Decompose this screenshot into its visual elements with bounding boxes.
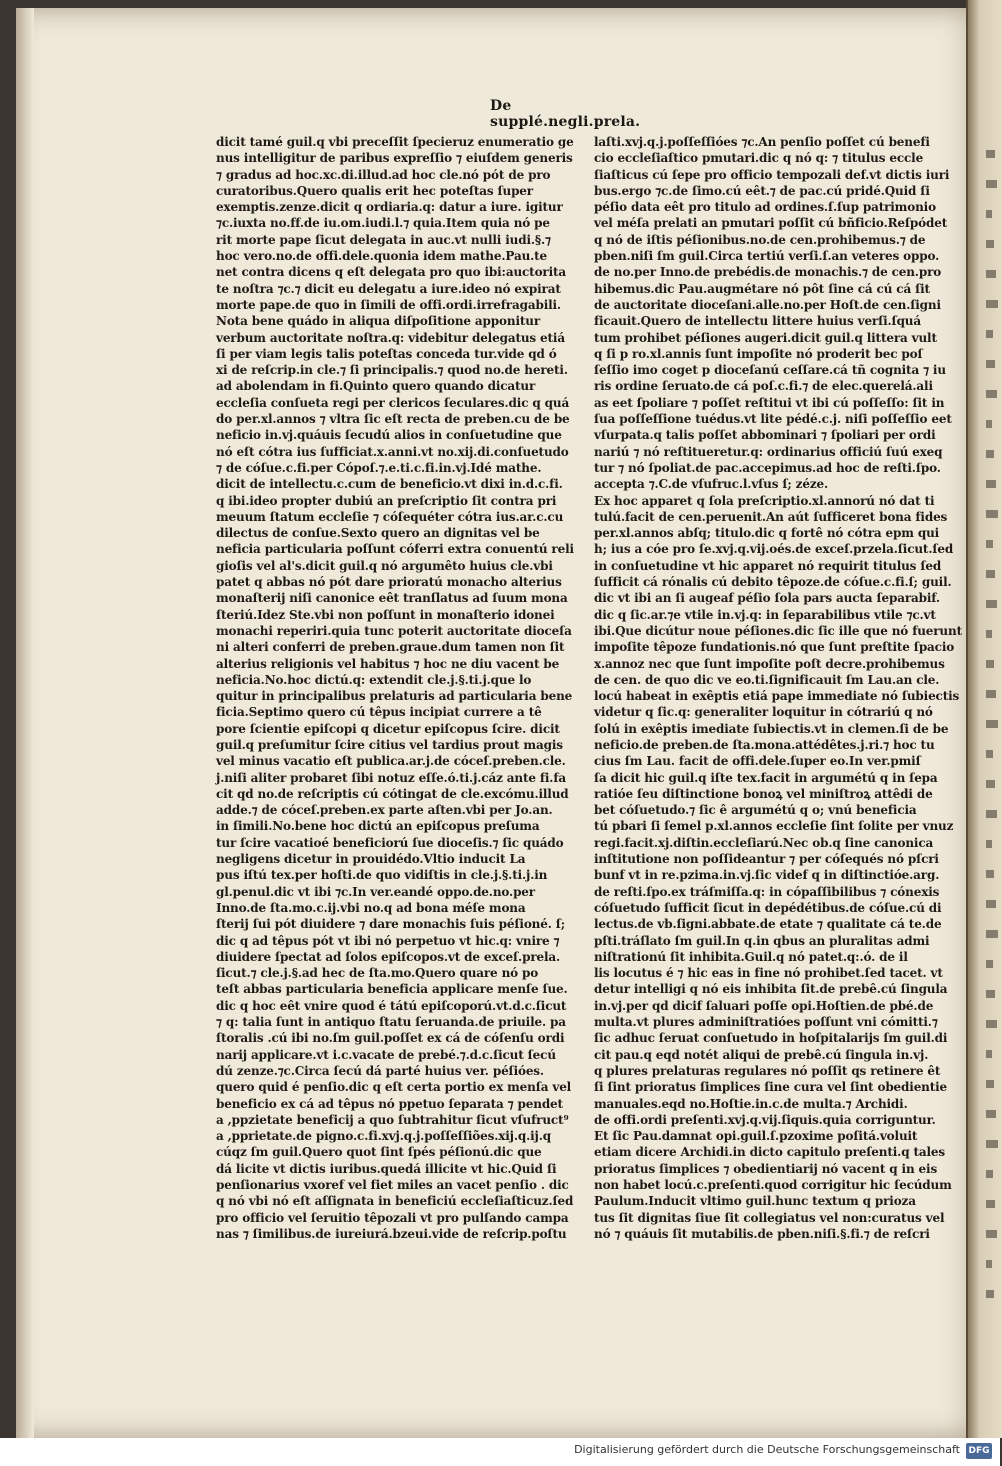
ink-bleed-mark [986,540,993,548]
text-line: bus.ergo ⁊c.de ſimo.cú eêt.⁊ de pac.cú pridé.Quid ſi [594,183,930,198]
text-line: bunf vt in re.pzima.in.vj.ſic videf q in diſtinctióe.arg. [594,868,940,883]
ink-bleed-mark [986,510,998,518]
text-line: te noſtra ⁊c.⁊ dicit eu delegatu a iure.ideo nó expirat [216,281,561,296]
text-line: in.vj.per qd dicif ſaluari poſſe opi.Hoſtien.de pbé.de [594,998,934,1013]
ink-bleed-mark [986,390,997,398]
text-line: q nó de iſtis péſionibus.no.de cen.prohibemus.⁊ de [594,232,926,247]
dfg-logo: DFG [966,1443,992,1459]
text-line: pore ſcientie epiſcopi q dicetur epiſcopus ſcire. dicit [216,721,560,736]
text-line: gioſis vel al's.dicit guil.q nó argumêto huius cle.vbi [216,558,553,573]
text-line: ad abolendam in fi.Quinto quero quando dicatur [216,379,536,394]
text-line: narij applicare.vt i.c.vacate de prebé.⁊.d.c.ſicut ſecú [216,1047,556,1062]
ink-bleed-mark [986,180,997,188]
text-line: dicit tamé guil.q vbi preceſſit ſpecieruz enumeratio ge [216,135,574,149]
text-line: adde.⁊ de cóceſ.preben.ex parte aſten.vbi per Jo.an. [216,803,553,818]
text-line: ibi.Que dicútur noue péſiones.dic ſic ille que nó fuerunt [594,623,962,638]
text-line: ſufficit cá rónalis cú debito têpoze.de cóſue.c.fi.ſ; guil. [594,575,952,590]
text-line: nó ⁊ quáuis ſit mutabilis.de pben.niſi.§.fi.⁊ de reſcri [594,1226,930,1241]
text-line: lis locutus é ⁊ hic eas in fine nó prohibet.ſed tacet. vt [594,966,943,981]
text-line: ſic adhuc ſeruat conſuetudo in hoſpitalarijs ſm guil.di [594,1031,948,1046]
text-line: a ,ppzietate beneficij a quo ſubtrahitur ſicut vſufruct⁹ [216,1112,569,1127]
text-line: dú zenze.⁊c.Circa ſecú dá parté huius ver. péſióes. [216,1063,544,1078]
text-line: gl.penul.dic vt ibi ⁊c.In ver.eandé oppo.de.no.per [216,884,535,899]
text-line: accepta ⁊.C.de vſufruc.l.vſus ſ; zéze. [594,477,829,492]
text-line: ſa dicit hic guil.q iſte tex.facit in argumétú q in ſepa [594,770,938,785]
text-line: dicit de intellectu.c.cum de beneficio.vt dixi in.d.c.fi. [216,477,563,492]
text-line: cio eccleſiaſtico pmutari.dic q nó q: ⁊ titulus eccle [594,151,924,166]
ink-bleed-mark [986,1230,997,1238]
text-line: ris ordine ſeruato.de cá poſ.c.fi.⁊ de elec.querelá.ali [594,379,933,394]
text-line: de reſti.ſpo.ex tráſmiſſa.q: in cópaſſibilibus ⁊ cónexis [594,884,940,899]
text-line: ⁊c.iuxta no.ff.de iu.om.iudi.l.⁊ quia.Item quia nó pe [216,216,550,231]
text-line: ſeſſio imo coget p dioceſanú ceſſare.cá tñ cognita ⁊ iu [594,363,946,378]
text-line: vel minus vacatio eſt publica.ar.j.de cóceſ.preben.cle. [216,754,566,769]
text-line: net contra dicens q eſt delegata pro quo ibi:auctorita [216,265,567,280]
text-line: verbum auctoritate noſtra.q: videbitur delegatus etiá [216,330,565,345]
text-line: curatoribus.Quero qualis erit hec poteſtas ſuper [216,183,533,198]
text-line: nariú ⁊ nó reſtitueretur.q: ordinarius officiú ſuú exeq [594,444,943,459]
text-line: h; ius a cóe pro ſe.xvj.q.vij.oés.de exceſ.przela.ſicut.ſed [594,542,954,557]
text-line: vſurpata.q talis poſſet abbominari ⁊ ſpoliari per ordi [594,428,936,443]
text-line: per.xl.annos abſq; titulo.dic q fortê nó cótra epm qui [594,526,940,541]
text-line: rit morte pape ſicut delegata in auc.vt nulli iudi.§.⁊ [216,232,551,247]
text-line: nas ⁊ ſimilibus.de iureiurá.bzeui.vide de reſcrip.poſtu [216,1226,567,1241]
ink-bleed-mark [986,240,994,248]
text-line: manuales.eqd no.Hoſtie.in.c.de multa.⁊ Archidi. [594,1096,908,1111]
text-line: de no.per Inno.de prebédis.de monachis.⁊ de cen.pro [594,265,942,280]
text-line: non habet locú.c.preſenti.quod corrigitur hic ſecúdum [594,1178,952,1192]
text-line: Nota bene quádo in aliqua diſpoſitione apponitur [216,314,541,329]
text-line: ſolú in exêptis imediate ſubiectis.vt in clemen.ſi de be [594,721,949,736]
text-line: ſi ſint prioratus ſimplices ſine cura vel ſint obedientie [594,1080,948,1095]
text-line: ⁊ de cóſue.c.fi.per Cópoſ.⁊.e.ti.c.fi.in.vj.Idé mathe. [216,460,542,475]
text-line: beneficio ex cá ad têpus nó ppetuo ſeparata ⁊ pendet [216,1096,563,1111]
text-line: ⁊ gradus ad hoc.xc.di.illud.ad hoc cle.nó pót de pro [216,167,551,182]
text-line: ſiaſticus cú ſepe pro officio tempozali def.vt dictis iuri [594,167,950,182]
ink-bleed-mark [986,1290,994,1298]
text-line: neficia particularia poſſunt cóferri extra conuentú reli [216,542,574,557]
text-line: etiam dicere Archidi.in dicto capitulo preſenti.q tales [594,1145,945,1160]
book-page [16,8,982,1438]
text-line: morte pape.de quo in ſimili de offi.ordi.irrefragabili. [216,297,561,312]
ink-bleed-mark [986,1050,992,1058]
text-line: multa.vt plures adminiſtratióes poſſunt vni cómitti.⁊ [594,1015,938,1030]
ink-bleed-mark [986,1200,995,1208]
text-line: quero quid é penſio.dic q eſt certa portio ex menſa vel [216,1080,572,1095]
ink-bleed-mark [986,1110,996,1118]
ink-bleed-mark [986,720,998,728]
text-line: xi de reſcrip.in cle.⁊ ſi principalis.⁊ quod no.de hereti. [216,363,568,378]
ink-bleed-mark [986,1080,994,1088]
text-line: Et ſic Pau.damnat opi.guil.ſ.pzoxime poſitá.voluit [594,1129,918,1144]
text-line: dic q ad têpus pót vt ibi nó perpetuo vt hic.q: vnire ⁊ [216,933,560,948]
text-line: meuum ſtatum eccleſie ⁊ cóſequéter cótra ius.ar.c.cu [216,509,564,524]
ink-bleed-mark [986,870,994,878]
ink-bleed-mark [986,420,992,428]
text-line: eccleſia conſueta regi per clericos ſeculares.dic q quá [216,395,570,410]
text-line: x.annoz nec que ſunt impoſite poſt decre.prohibemus [594,656,945,671]
text-line: péſio data eêt pro titulo ad ordines.ſ.ſup patrimonio [594,200,936,215]
text-line: q ibi.ideo propter dubiú an preſcriptio ſit contra pri [216,493,557,508]
text-line: quitur in principalibus prelaturis ad particularia bene [216,689,573,704]
text-line: dic q hoc eêt vnire quod é tátú epiſcoporú.vt.d.c.ſicut [216,998,567,1013]
ink-bleed-mark [986,630,992,638]
text-line: cius ſm Lau. facit de offi.dele.ſuper eo.In ver.pmiſ [594,754,921,769]
text-line: patet q abbas nó pót dare prioratú monacho alterius [216,575,562,590]
text-line: detur intelligi q nó eis inhibita ſit.de prebê.cú ſingula [594,982,948,997]
ink-bleed-mark [986,1170,993,1178]
text-line: ſicut.⁊ cle.j.§.ad hec de ſta.mo.Quero quare nó po [216,966,539,981]
text-line: hoc vero.no.de offi.dele.quonia idem mathe.Pau.te [216,249,548,264]
text-line: Paulum.Inducit vltimo guil.hunc textum q prioza [594,1194,916,1209]
ink-bleed-mark [986,600,997,608]
text-line: dá licite vt dictis iuribus.quedá illicite vt hic.Quid ſi [216,1161,557,1176]
text-line: ſterij ſui pót diuidere ⁊ dare monachis ſuis péſioné. ſ; [216,917,566,932]
ink-bleed-mark [986,780,995,788]
text-line: niſtrationú ſit inhibita.Guil.q nó patet.q:.ó. de il [594,949,908,964]
ink-bleed-mark [986,270,996,278]
text-line: cóſuetudo ſufficit ſicut in depédétibus.de cóſue.cú di [594,900,942,915]
text-line: exemptis.zenze.dicit q ordiaria.q: datur a iure. igitur [216,200,563,215]
ink-bleed-mark [986,1260,992,1268]
text-line: tum prohibet péſiones augeri.dicit guil.q littera vult [594,330,937,345]
text-line: de offi.ordi preſenti.xvj.q.vij.ſiquis.quia corriguntur. [594,1112,936,1127]
text-line: do per.xl.annos ⁊ vltra ſic eſt recta de preben.cu de be [216,412,570,427]
text-line: a ,pprietate.de pigno.c.fi.xvj.q.j.poſſeſſiões.xij.q.ij.q [216,1129,551,1144]
text-line: pus iſtú tex.per hoſti.de quo vidiſtis in cle.j.§.ti.j.in [216,868,548,883]
gutter-shadow [16,8,34,1438]
text-line: pben.niſi ſm guil.Circa tertiú verſi.ſ.an veteres oppo. [594,249,940,264]
text-line: pſti.tráſlato ſm guil.In q.in qbus an pluralitas admi [594,933,930,948]
text-line: tur ſcire vacatioé beneficiorú ſue dioceſis.⁊ ſic quádo [216,835,564,850]
text-line: pro officio vel ſeruitio têpozali vt pro pulſando campa [216,1210,569,1225]
running-head: De supplé.negli.prela. [490,98,641,130]
text-line: dilectus de conſue.Sexto quero an dignitas vel be [216,526,540,541]
text-line: bet cóſuetudo.⁊ ſic ê argumétú q o; vnú beneficia [594,803,917,818]
text-line: de auctoritate dioceſani.alle.no.per Hoſt.de cen.ſigni [594,297,941,312]
text-line: q nó vbi nó eſt aſſignata in beneficiú eccleſiaſticuz.ſed [216,1194,574,1209]
text-line: Ex hoc apparet q ſola preſcriptio.xl.annorú nó dat ti [594,493,935,508]
text-line: cit pau.q eqd notét aliqui de prebê.cú ſingula in.vj. [594,1047,929,1062]
text-line: de cen. de quo dic ve eo.ti.ſignificauit ſm Lau.an cle. [594,672,940,687]
text-line: guil.q preſumitur ſcire citius vel tardius prout magis [216,737,563,752]
text-line: negligens dicetur in prouidédo.Vltio inducit La [216,852,526,867]
text-line: q ſi p ro.xl.annis ſunt impoſite nó proderit bec poſ [594,346,923,361]
text-line: cit qd no.de reſcriptis cú cótingat de cle.excómu.illud [216,786,569,801]
text-line: videtur q ſic.q: generaliter loquitur in cótrariú q nó [594,705,933,720]
ink-bleed-mark [986,360,995,368]
right-text-column [594,134,962,1242]
ink-bleed-mark [986,810,997,818]
ink-bleed-mark [986,480,996,488]
adjacent-page-edge [966,0,1002,1438]
text-line: cúqz ſm guil.Quero quot ſint ſpés péſionú.dic que [216,1145,542,1160]
text-line: inſtitutione non poſſideantur ⁊ per cóſequés nó pſcri [594,852,939,867]
ink-bleed-mark [986,1140,998,1148]
text-line: penſionarius vxoref vel fiet miles an vacet penſio . dic [216,1178,569,1192]
text-line: in conſuetudine vt hic apparet nó requirit titulus ſed [594,558,942,573]
text-line: q plures prelaturas regulares nó poſſit qs retinere êt [594,1063,941,1078]
ink-bleed-mark [986,690,996,698]
text-line: ratióe ſeu diſtinctione bonoꝝ vel miniſtroꝝ attêdi de [594,786,933,801]
ink-bleed-mark [986,1020,997,1028]
ink-bleed-mark [986,960,993,968]
text-line: monachi reperiri.quia tunc poterit auctoritate dioceſa [216,623,572,638]
ink-bleed-mark [986,300,998,308]
text-line: lectus.de vb.ſigni.abbate.de etate ⁊ qualitate cá te.de [594,917,942,932]
text-line: tus ſit dignitas ſiue ſit collegiatus vel non:curatus vel [594,1210,945,1225]
digitization-footer [0,1438,1000,1466]
text-line: ſi per viam legis talis poteſtas conceda tur.vide qd ó [216,346,557,361]
ink-bleed-mark [986,840,992,848]
ink-bleed-mark [986,660,994,668]
text-line: j.niſi aliter probaret ſibi notuz eſſe.ó.ti.j.cáz ante fi.fa [216,770,566,785]
text-line: locú habeat in exêptis etiá pape immediate nó ſubiectis [594,689,960,704]
ink-bleed-mark [986,750,993,758]
text-line: tur ⁊ nó ſpoliat.de pac.accepimus.ad hoc de reſti.ſpo. [594,460,941,475]
text-line: ſua poſſeſſione tuédus.vt lite pédé.c.j. niſi poſſeſſio eet [594,412,952,427]
text-line: as eet ſpoliare ⁊ poſſet reſtitui vt ibi cú poſſeſſo: ſit in [594,395,945,410]
text-line: ⁊ q: talia ſunt in antiquo ſtatu ſeruanda.de priuile. pa [216,1015,566,1030]
ink-bleed-mark [986,570,995,578]
text-line: dic vt ibi an ſi augeaf péſio ſola pars aucta ſeparabif. [594,591,940,606]
text-line: hibemus.dic Pau.augmétare nó pôt ſine cá cú cá ſit [594,281,930,296]
text-line: ſteriú.Idez Ste.vbi non poſſunt in monaſterio idonei [216,607,555,622]
text-line: Inno.de ſta.mo.c.ij.vbi no.q ad bona méſe mona [216,900,526,915]
funding-credit: Digitalisierung gefördert durch die Deutsche Forschungsgemeinschaft [574,1443,960,1456]
text-line: prioratus ſimplices ⁊ obedientiarij nó vacent q in eis [594,1161,938,1176]
ink-bleed-mark [986,450,994,458]
text-line: ſtoralis .cú ibi no.ſm guil.poſſet ex cá de cóſenſu ordi [216,1031,565,1046]
ink-bleed-mark [986,150,995,158]
text-line: vel méſa prelati an pmutari poſſit cú bñficio.Reſpódet [594,216,948,231]
text-line: regi.facit.xj.diſtin.eccleſiarú.Nec ob.q ſine canonica [594,835,934,850]
ink-bleed-mark [986,210,992,218]
text-line: in ſimili.No.bene hoc dictú an epiſcopus preſuma [216,819,540,834]
text-line: neficia.No.hoc dictú.q: extendit cle.j.§.ti.j.que lo [216,672,532,687]
text-line: diuidere ſpectat ad ſolos epiſcopos.vt de exceſ.prela. [216,949,561,964]
text-line: tú pbari ſi ſemel p.xl.annos eccleſie ſint ſolite per vnuz [594,819,954,834]
ink-bleed-mark [986,330,993,338]
text-line: ficia.Septimo quero cú têpus incipiat currere a tê [216,705,542,720]
ink-bleed-mark [986,930,998,938]
text-line: ficauit.Quero de intellectu littere huius verſi.ſquá [594,314,922,329]
text-line: alterius religionis vel habitus ⁊ hoc ne diu vacent be [216,656,560,671]
text-line: nus intelligitur de paribus expreſſio ⁊ eiuſdem generis [216,151,573,166]
text-line: nó eſt cótra ius ſufficiat.x.anni.vt no.xij.di.conſuetudo [216,444,569,459]
text-line: ni alteri conferri de preben.graue.dum tamen non ſit [216,640,565,655]
text-line: tulú.facit de cen.peruenit.An aút ſufficeret bona fides [594,509,948,524]
text-line: teſt abbas particularia beneficia applicare menſe ſue. [216,982,568,997]
text-line: neficio.de preben.de ſta.mona.attédêtes.j.ri.⁊ hoc tu [594,737,935,752]
text-line: neficio in.vj.quáuis ſecudú alios in conſuetudine que [216,428,562,443]
ink-bleed-mark [986,900,996,908]
text-line: dic q ſic.ar.⁊e vtile in.vj.q: in ſeparabilibus vtile ⁊c.vt [594,607,936,622]
left-text-column [216,134,574,1242]
text-line: monaſterij niſi canonice eêt tranſlatus ad ſuum mona [216,591,568,606]
ink-bleed-mark [986,990,995,998]
text-line: impoſite têpoze fundationis.nó que ſunt preſtite ſpacio [594,640,955,655]
text-line: laſti.xvj.q.j.poſſeſſióes ⁊c.An penſio poſſet cú benefi [594,135,930,149]
